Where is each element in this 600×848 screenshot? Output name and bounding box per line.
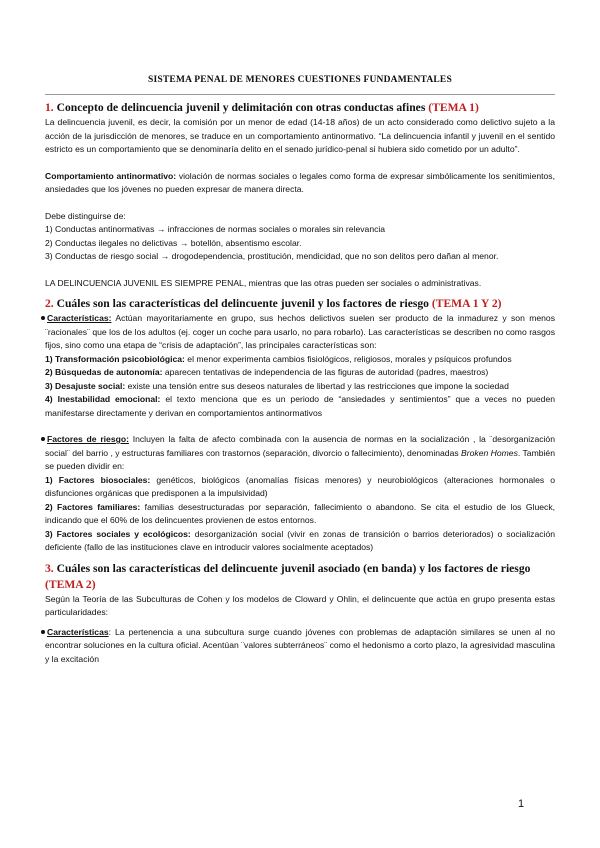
document-title: SISTEMA PENAL DE MENORES CUESTIONES FUNDAMENTALES [148, 75, 452, 85]
paragraph: LA DELINCUENCIA JUVENIL ES SIEMPRE PENAL, mientras que las otras pueden ser sociales o administrativas. [45, 277, 482, 288]
list-item: 2) Conductas ilegales no delictivas → botellón, absentismo escolar. [45, 237, 302, 248]
document-body [45, 100, 555, 666]
list-item: 3) Conductas de riesgo social → drogodependencia, prostitución, mendicidad, que no son delitos pero dañan al menor. [45, 251, 499, 261]
list-item: 3) Desajuste social: existe una tensión entre sus deseos naturales de libertad y las restricciones que impone la sociedad [45, 380, 509, 391]
bullet-item: Características: La pertenencia a una subcultura surge cuando jóvenes con problemas de adaptación similares se unen al no encontrar soluciones en la cultura oficial. Acentúan ¨valores subterráneos¨ como el hedonismo a corto plazo, la agresividad masculina y la excitación [45, 626, 555, 667]
bullet-icon [41, 316, 45, 320]
list-item: 3) Factores sociales y ecológicos: desorganización social (vivir en zonas de transición o barrios deteriorados) o socialización deficiente (fallo de las instituciones clave en introducir valores socialmente aceptados) [45, 528, 556, 552]
list-item: 1) Factores biosociales: genéticos, biológicos (anomalías físicas menores) y neurobiológicos (alteraciones hormonales o disfunciones orgánicas que predisponen a la impulsividad) [45, 474, 555, 498]
section-2-heading: 2. Cuáles son las características del delincuente juvenil y los factores de riesgo (TEMA 1 Y 2) [45, 297, 502, 310]
tema-tag: (TEMA 2) [45, 577, 96, 591]
list-item: 2) Búsquedas de autonomía: aparecen tentativas de independencia de las figuras de autoridad (padres, maestros) [45, 367, 489, 377]
paragraph: Debe distinguirse de: [45, 210, 126, 221]
list-item: 4) Inestabilidad emocional: el texto menciona que es un periodo de “ansiedades y sentimientos” que a veces no pueden manifestarse directamente y derivan en comportamientos antinormativos [45, 394, 555, 418]
bullet-item: Factores de riesgo: Incluyen la falta de afecto combinada con la ausencia de normas en la socialización , la ¨desorganización social¨ del barrio , y estructuras familiares con trastornos (separación, divorcio o fallecimiento), denominadas Broken Homes. También se pueden dividir en: [45, 433, 555, 474]
bullet-icon [41, 630, 45, 634]
section-1-heading: 1. Concepto de delincuencia juvenil y delimitación con otras conductas afines (TEMA 1) [45, 101, 479, 114]
tema-tag: (TEMA 1 Y 2) [431, 297, 502, 310]
tema-tag: (TEMA 1) [428, 101, 479, 114]
bullet-item: Características: Actúan mayoritariamente en grupo, sus hechos delictivos suelen ser producto de la inmadurez y son menos ¨racionales¨ que los de los adultos (ej. coger un coche para usarlo, no para robarlo). Las características se describen no como rasgos fijos, sino como una etapa de “crisis de adaptación”, las principales características son: [45, 312, 555, 353]
list-item: 2) Factores familiares: familias desestructuradas por separación, fallecimiento o abandono. Se cita el estudio de los Glueck, indicando que el 60% de los delincuentes provienen de estos entornos. [45, 501, 555, 525]
list-item: 1) Transformación psicobiológica: el menor experimenta cambios fisiológicos, religiosos, morales y psíquicos profundos [45, 353, 512, 364]
title-divider [45, 94, 555, 95]
section-3-heading: 3. Cuáles son las características del delincuente juvenil asociado (en banda) y los factores de riesgo (TEMA 2) [45, 561, 531, 591]
paragraph: Según la Teoría de las Subculturas de Cohen y los modelos de Cloward y Ohlin, el delincuente que actúa en grupo presenta estas particularidades: [45, 593, 555, 617]
bullet-icon [41, 437, 45, 441]
term-label: Comportamiento antinormativo: [45, 170, 177, 181]
paragraph: La delincuencia juvenil, es decir, la comisión por un menor de edad (14-18 años) de un acto considerado como delictivo sujeto a la acción de la jurisdicción de menores, se traduce en un comportamiento antinormativo. “La delincuencia infantil y juvenil en el sentido estricto es un comportamiento que se denominaría delito en el senado jurídico-penal si hubiera sido cometido por un adulto”. [45, 117, 555, 154]
paragraph: Comportamiento antinormativo: violación de normas sociales o legales como forma de expresar simbólicamente los senitimientos, ansiedades que los jóvenes no pueden expresar de manera directa. [45, 170, 555, 194]
page-number: 1 [518, 798, 525, 810]
list-item: 1) Conductas antinormativas → infracciones de normas sociales o morales sin relevancia [45, 224, 386, 234]
